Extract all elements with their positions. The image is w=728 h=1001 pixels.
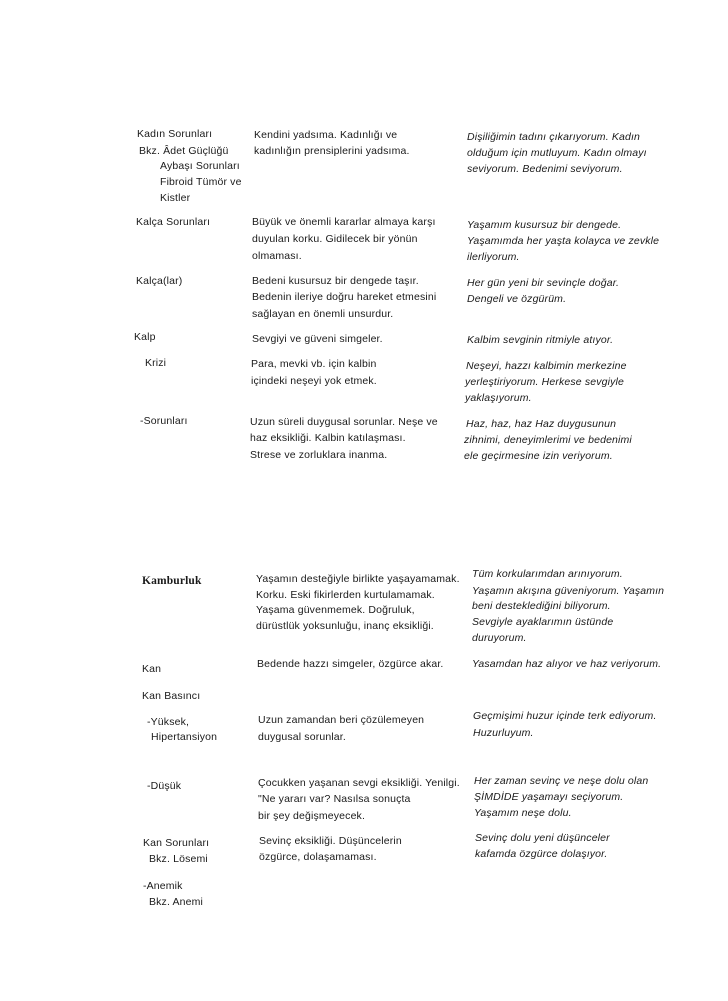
affirmation-text: zihnimi, deneyimlerimi ve bedenimi [464, 434, 632, 446]
cause-text: dürüstlük yoksunluğu, inanç eksikliği. [256, 620, 434, 632]
cause-text: Yaşama güvenmemek. Doğruluk, [256, 604, 415, 616]
affirmation-text: beni desteklediğini biliyorum. [472, 600, 611, 612]
affirmation-text: yerleştiriyorum. Herkese sevgiyle [465, 376, 624, 388]
cause-text: Bedende hazzı simgeler, özgürce akar. [257, 658, 444, 670]
cause-text: "Ne yararı var? Nasılsa sonuçta [258, 793, 411, 805]
condition-label: Kistler [160, 192, 191, 204]
affirmation-text: yaklaşıyorum. [465, 392, 532, 404]
affirmation-text: Sevinç dolu yeni düşünceler [475, 832, 610, 844]
cause-text: Sevinç eksikliği. Düşüncelerin [259, 835, 402, 847]
cause-text: Büyük ve önemli kararlar almaya karşı [252, 216, 436, 228]
affirmation-text: kafamda özgürce dolaşıyor. [475, 848, 608, 860]
condition-label: Kan [142, 663, 162, 675]
affirmation-text: Neşeyi, hazzı kalbimin merkezine [466, 360, 627, 372]
cause-text: Sevgiyi ve güveni simgeler. [252, 333, 383, 345]
affirmation-text: Yasamdan haz alıyor ve haz veriyorum. [472, 658, 662, 670]
cause-text: Bedenin ileriye doğru hareket etmesini [252, 291, 437, 303]
cause-text: Çocukken yaşanan sevgi eksikliği. Yenilgi. [258, 777, 460, 789]
cause-text: bir şey değişmeyecek. [258, 810, 366, 822]
affirmation-text: ilerliyorum. [467, 251, 520, 263]
condition-label: Kan Basıncı [142, 690, 201, 702]
affirmation-text: Yaşamım neşe dolu. [474, 807, 572, 819]
condition-ref: Bkz. Anemi [149, 896, 204, 908]
cause-text: duygusal sorunlar. [258, 731, 346, 743]
condition-label: Kan Sorunları [143, 837, 210, 849]
affirmation-text: Dengeli ve özgürüm. [467, 293, 567, 305]
condition-label: -Sorunları [140, 415, 188, 427]
affirmation-text: duruyorum. [472, 632, 527, 644]
cause-text: kadınlığın prensiplerini yadsıma. [254, 145, 410, 157]
affirmation-text: Haz, haz, haz Haz duygusunun [466, 418, 617, 430]
cause-text: Kendini yadsıma. Kadınlığı ve [254, 129, 398, 141]
condition-label: Kadın Sorunları [137, 128, 213, 140]
cause-text: duyulan korku. Gidilecek bir yönün [252, 233, 418, 245]
condition-label: Kalça Sorunları [136, 216, 211, 228]
affirmation-text: Huzurluyum. [473, 727, 534, 739]
cause-text: özgürce, dolaşamaması. [259, 851, 377, 863]
condition-label: -Yüksek, [147, 716, 190, 728]
cause-text: sağlayan en önemli unsurdur. [252, 308, 394, 320]
affirmation-text: Yaşamımda her yaşta kolayca ve zevkle [467, 235, 660, 247]
affirmation-text: ele geçirmesine izin veriyorum. [464, 450, 613, 462]
condition-label: -Düşük [147, 780, 182, 792]
affirmation-text: Her zaman sevinç ve neşe dolu olan [474, 775, 649, 787]
affirmation-text: Yaşamım kusursuz bir dengede. [467, 219, 622, 231]
condition-label: Aybaşı Sorunları [160, 160, 240, 172]
condition-label: Kalp [134, 331, 156, 343]
condition-ref: Bkz. Lösemi [149, 853, 208, 865]
cause-text: Strese ve zorluklara inanma. [250, 449, 388, 461]
affirmation-text: ŞİMDİDE yaşamayı seçiyorum. [474, 791, 624, 803]
cause-text: Yaşamın desteğiyle birlikte yaşayamamak. [256, 573, 460, 585]
cause-text: içindeki neşeyi yok etmek. [251, 375, 377, 387]
affirmation-text: Sevgiyle ayaklarımın üstünde [472, 616, 614, 628]
condition-label: Fibroid Tümör ve [160, 176, 242, 188]
affirmation-text: olduğum için mutluyum. Kadın olmayı [467, 147, 647, 159]
condition-label: Krizi [145, 357, 167, 369]
affirmation-text: Geçmişimi huzur içinde terk ediyorum. [473, 710, 657, 722]
cause-text: olmaması. [252, 250, 302, 262]
cause-text: Uzun süreli duygusal sorunlar. Neşe ve [250, 416, 438, 428]
affirmation-text: Dişiliğimin tadını çıkarıyorum. Kadın [467, 131, 641, 143]
cause-text: Bedeni kusursuz bir dengede taşır. [252, 275, 419, 287]
condition-label: -Anemik [143, 880, 183, 892]
cause-text: Korku. Eski fikirlerden kurtulamamak. [256, 589, 435, 601]
condition-label: Kalça(lar) [136, 275, 183, 287]
affirmation-text: Yaşamın akışına güveniyorum. Yaşamın [472, 585, 665, 597]
condition-ref: Bkz. Âdet Güçlüğü [139, 145, 229, 157]
cause-text: Uzun zamandan beri çözülemeyen [258, 714, 425, 726]
affirmation-text: Kalbim sevginin ritmiyle atıyor. [467, 334, 614, 346]
affirmation-text: Tüm korkularımdan arınıyorum. [472, 568, 623, 580]
affirmation-text: Her gün yeni bir sevinçle doğar. [467, 277, 620, 289]
cause-text: Para, mevki vb. için kalbin [251, 358, 377, 370]
cause-text: haz eksikliği. Kalbin katılaşması. [250, 432, 406, 444]
condition-label: Hipertansiyon [151, 731, 218, 743]
affirmation-text: seviyorum. Bedenimi seviyorum. [467, 163, 623, 175]
condition-label: Kamburluk [142, 575, 202, 587]
